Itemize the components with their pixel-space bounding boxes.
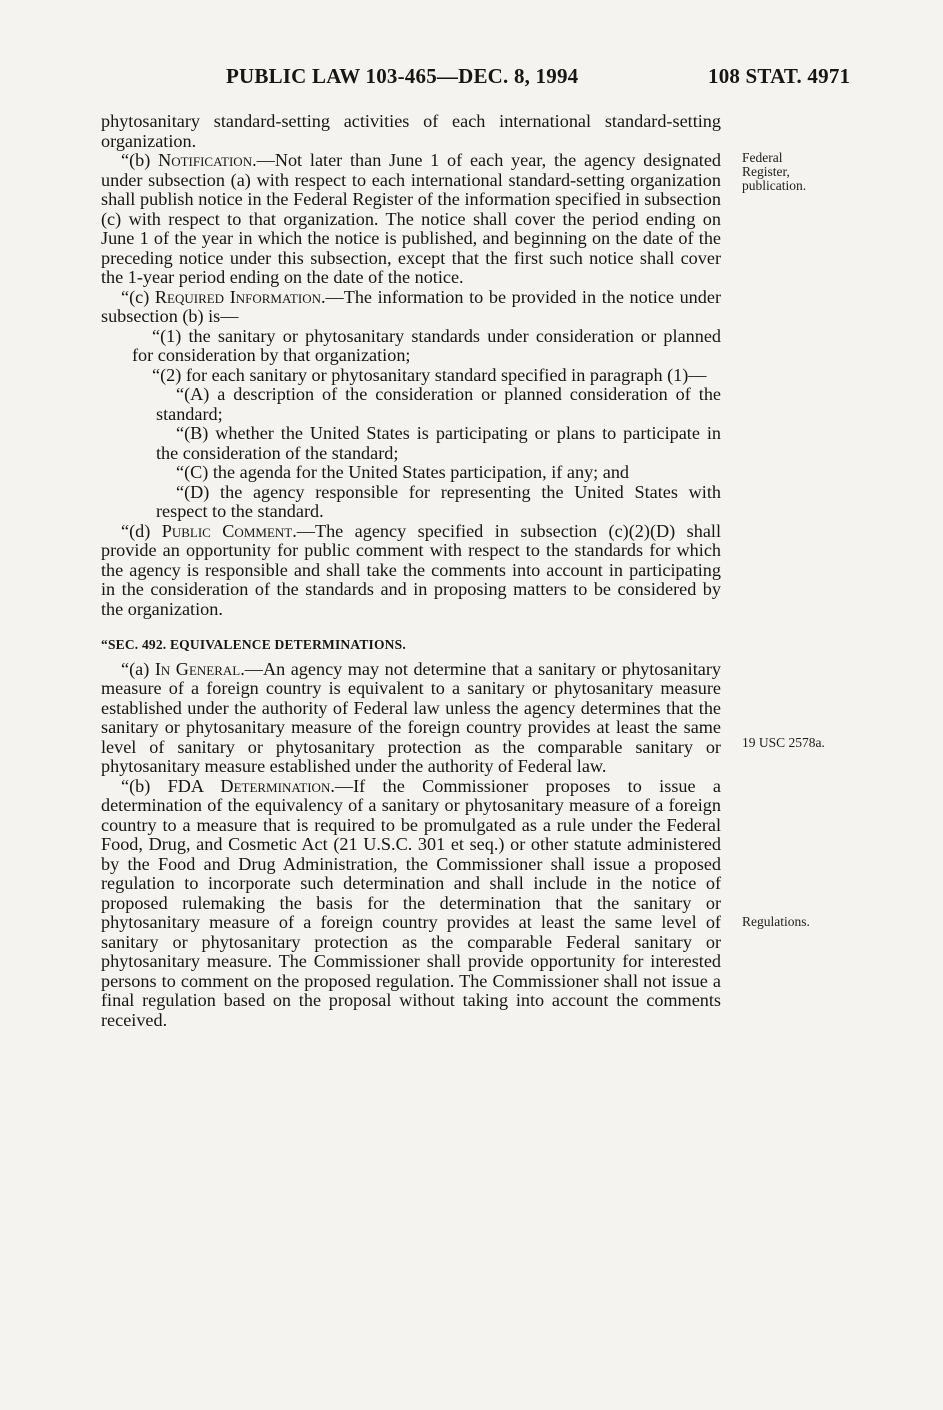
margin-note-line: publication. [742,178,807,193]
subsection-label: “(c) [121,286,155,307]
subparagraph-D: “(D) the agency responsible for representing the United States with respect to the standard. [156,481,721,521]
margin-note-federal-register [742,151,852,193]
subsection-text: .—The information to be provided in the notice under subsection (b) is— [101,286,722,326]
statute-body [101,112,721,1030]
paragraph-c2: “(2) for each sanitary or phytosanitary standard specified in paragraph (1)— [152,364,707,385]
subsection-text: .—The agency specified in subsection (c)(2)(D) shall provide an opportunity for public comment with respect to the standards for which the agency is responsible and shall take the comments into account in participating in the consideration of the standards and in proposing matters to be considered by the organization. [101,520,721,619]
paragraph-c1: “(1) the sanitary or phytosanitary standards under consideration or planned for consideration by that organization; [132,325,721,365]
subsection-label: “(b) [121,775,168,796]
subsection-b-notification [101,151,721,288]
margin-note-line: Register, [742,164,790,179]
subsection-heading: Notification [158,150,253,170]
subsection-label: “(a) [121,658,155,679]
subsection-b-fda-determination [101,777,721,1031]
subparagraph-A: “(A) a description of the consideration or planned consideration of the standard; [156,384,721,424]
subsection-d-public-comment [101,522,721,620]
page-header [0,64,943,94]
margin-note-line: Federal [742,150,783,165]
subparagraph-C: “(C) the agenda for the United States participation, if any; and [176,462,630,482]
subsection-heading: In General [154,658,241,679]
subsection-text: .—Not later than June 1 of each year, the agency designated under subsection (a) with respect to each international standard-setting organization shall publish notice in the Federal Register of the information specified in subsection (c) with respect to that organization. The notice shall cover the period ending on June 1 of the year in which the notice is published, and beginning on the date of the preceding notice under this subsection, except that the first such notice shall cover the 1-year period ending on the date of the notice. [101,150,722,287]
subsection-heading: Required Information [154,286,321,307]
subsection-text: .—An agency may not determine that a sanitary or phytosanitary measure of a foreign country is equivalent to a sanitary or phytosanitary measure established under the authority of Federal law unless the agency determines that the sanitary or phytosanitary measure of the foreign country provides at least the same level of sanitary or phytosanitary protection as the comparable sanitary or phytosanitary measure established under the authority of Federal law. [101,658,721,776]
subsection-text: .—If the Commissioner proposes to issue a determination of the equivalency of a sanitary or phytosanitary measure of a foreign country to a measure that is required to be promulgated as a rule under the Federal Food, Drug, and Cosmetic Act (21 U.S.C. 301 et seq.) or other statute administered by the Food and Drug Administration, the Commissioner shall issue a proposed regulation to incorporate such determination and shall include in the notice of proposed rulemaking the basis for the determination that the sanitary or phytosanitary measure of a foreign country provides at least the same level of sanitary or phytosanitary protection as the comparable Federal sanitary or phytosanitary measure. The Commissioner shall provide opportunity for interested persons to comment on the proposed regulation. The Commissioner shall not issue a final regulation based on the proposal without taking into account the comments received. [101,775,722,1030]
margin-note-usc-citation: 19 USC 2578a. [742,735,825,750]
subsection-heading: Public Comment [161,520,293,541]
law-title: PUBLIC LAW 103-465—DEC. 8, 1994 [226,64,579,88]
subsection-label: “(b) [121,150,159,170]
subparagraph-B: “(B) whether the United States is participating or plans to participate in the consideration of the standard; [156,423,721,463]
section-heading: “SEC. 492. EQUIVALENCE DETERMINATIONS. [101,637,406,652]
subsection-a-in-general [101,660,721,777]
subsection-c-required-information [101,288,721,327]
subsection-label: “(d) [121,520,162,541]
paragraph-continuation: phytosanitary standard-setting activities of each international standard-setting organization. [101,111,721,151]
stat-page-number: 108 STAT. 4971 [708,64,851,88]
subsection-heading: FDA Determination [167,775,331,796]
margin-note-regulations: Regulations. [742,914,810,929]
